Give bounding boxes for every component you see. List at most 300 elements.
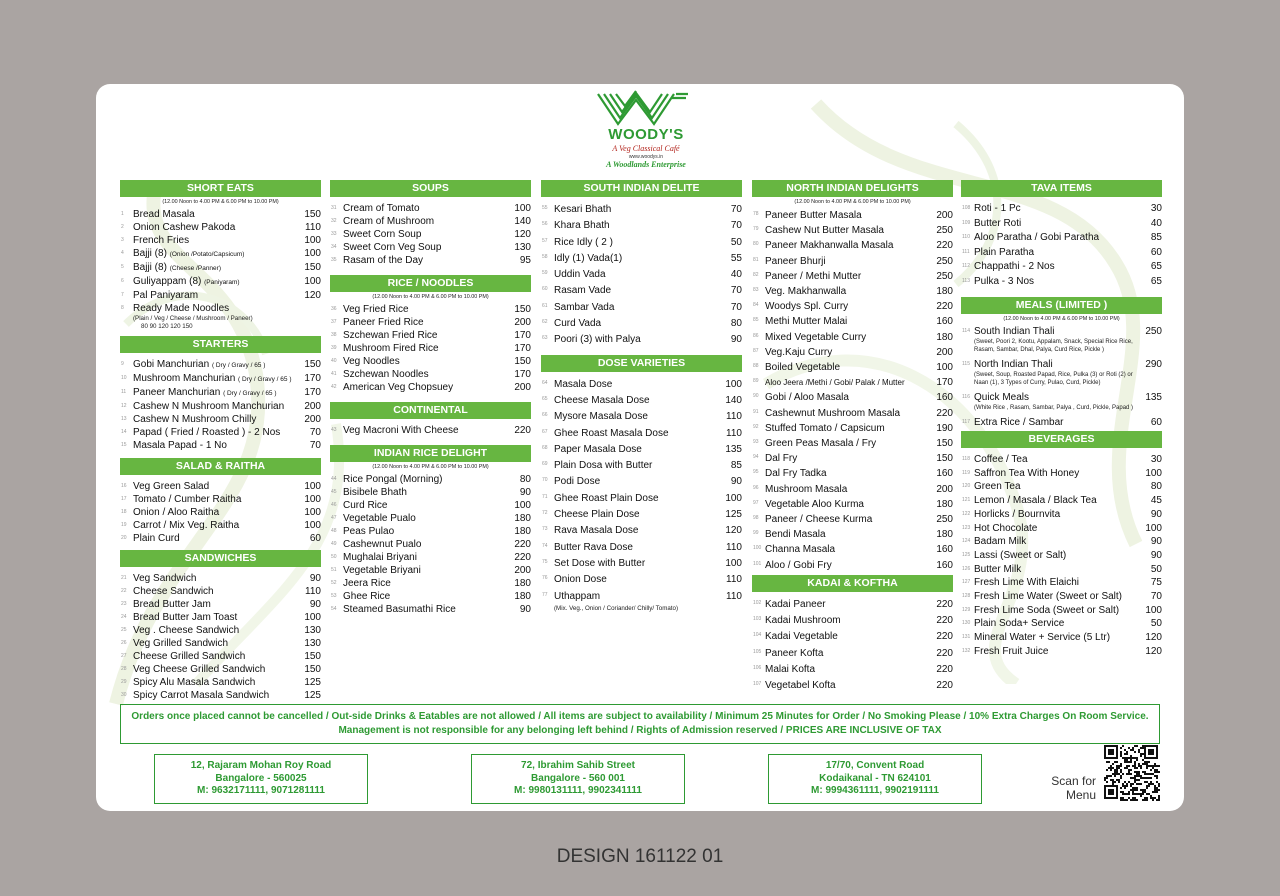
item-price: 100: [1145, 522, 1162, 534]
item-variant: (Onion /Potato/Capsicum): [169, 251, 245, 258]
item-price: 220: [936, 631, 953, 643]
item-name-text: Szchewan Noodles: [343, 369, 429, 380]
item-price: 125: [304, 677, 321, 688]
menu-item: [121, 439, 321, 452]
item-number: 97: [753, 499, 759, 506]
item-name-text: Mushroom Manchurian: [133, 373, 239, 384]
item-price: 100: [304, 248, 321, 259]
item-name: [343, 355, 505, 368]
item-price: 180: [514, 513, 531, 524]
item-name: [343, 590, 505, 603]
menu-item: [331, 381, 531, 394]
item-name-text: Badam Milk: [974, 536, 1027, 548]
item-price: 200: [936, 483, 953, 495]
item-name-text: Veg Macroni With Cheese: [343, 425, 459, 436]
item-number: 126: [962, 565, 971, 572]
item-number: 65: [542, 395, 548, 402]
policy-line-1: Orders once placed cannot be cancelled / Out-side Drinks & Eatables are not allowed / All items are subject to availability / Minimum 25 Minutes for Order / No Smoking Please / 10% Extra Charges On Room Service.: [131, 711, 1149, 722]
item-number: 87: [753, 347, 759, 354]
item-name-text: Fresh Lime Soda (Sweet or Salt): [974, 604, 1120, 616]
item-name: [343, 228, 505, 241]
item-price: 220: [936, 615, 953, 627]
item-name-text: Paneer Kofta: [765, 647, 824, 659]
item-price: 110: [726, 411, 742, 423]
scan-for-menu-label: [1046, 774, 1096, 802]
item-list: [330, 202, 531, 267]
menu-item: [962, 508, 1162, 522]
item-name-text: Veg Fried Rice: [343, 304, 409, 315]
menu-item: [331, 525, 531, 538]
item-name: [343, 577, 505, 590]
menu-item: [121, 650, 321, 663]
item-number: 109: [962, 219, 971, 226]
item-number: 18: [121, 509, 127, 515]
item-price: 60: [1150, 417, 1162, 428]
menu-item: [121, 400, 321, 413]
item-name: [133, 247, 295, 261]
item-name: [974, 535, 1136, 549]
item-number: 6: [121, 278, 124, 284]
item-name: [974, 202, 1136, 217]
item-number: 83: [753, 287, 759, 294]
item-name-text: Veg Cheese Grilled Sandwich: [133, 664, 266, 675]
item-name-text: Chappathi - 2 Nos: [974, 261, 1055, 272]
item-price: 200: [936, 346, 953, 358]
menu-item: [962, 645, 1162, 659]
menu-item: [753, 512, 953, 527]
item-list: [961, 325, 1162, 429]
item-name-text: Vegetable Aloo Kurma: [765, 498, 864, 510]
menu-item: [331, 368, 531, 381]
menu-item: [542, 267, 742, 283]
item-name-text: Cream of Tomato: [343, 203, 420, 214]
item-price: 125: [725, 509, 742, 521]
menu-item: [753, 254, 953, 269]
item-number: 31: [331, 205, 337, 211]
item-list: [752, 208, 953, 573]
item-number: 104: [753, 632, 762, 639]
item-name-text: Uddin Vada: [554, 269, 606, 281]
item-price: 100: [936, 362, 953, 374]
item-price: 150: [304, 651, 321, 662]
menu-item: [753, 360, 953, 375]
item-name: [133, 650, 295, 663]
item-list: [330, 303, 531, 394]
item-price: 160: [936, 468, 953, 480]
item-price: 110: [726, 574, 742, 586]
menu-item: [121, 585, 321, 598]
policy-notice: [120, 704, 1160, 744]
item-name-text: Uthappam: [554, 590, 601, 602]
menu-item: [542, 316, 742, 332]
item-name-text: Jeera Rice: [343, 578, 391, 589]
menu-item: [542, 300, 742, 316]
item-name: [974, 275, 1136, 290]
item-name-text: Pal Paniyaram: [133, 290, 199, 301]
menu-item: [331, 424, 531, 437]
item-name: [343, 215, 505, 228]
menu-item: [753, 542, 953, 557]
item-number: 124: [962, 538, 971, 545]
item-number: 114: [962, 328, 970, 334]
menu-item: [753, 436, 953, 451]
item-name-text: Paneer Butter Masala: [765, 210, 862, 221]
menu-item: [542, 283, 742, 299]
menu-item: [121, 275, 321, 289]
menu-item: [962, 576, 1162, 590]
item-name-text: Fresh Lime With Elaichi: [974, 577, 1080, 589]
item-number: 103: [753, 616, 762, 623]
item-name-text: Veg . Cheese Sandwich: [133, 625, 240, 636]
item-number: 29: [121, 679, 127, 685]
item-price: 250: [1145, 326, 1162, 337]
item-name: [765, 436, 927, 451]
item-name: [765, 269, 927, 284]
section-header: SALAD & RAITHA: [120, 458, 321, 475]
item-number: 51: [331, 567, 337, 573]
menu-item: [962, 275, 1162, 290]
item-number: 10: [121, 375, 127, 381]
item-price: 100: [1145, 604, 1162, 616]
item-number: 26: [121, 640, 127, 646]
item-name: [133, 302, 295, 315]
menu-card: [96, 84, 1184, 811]
item-name: [974, 416, 1136, 429]
menu-item: [331, 202, 531, 215]
item-price: 170: [936, 377, 953, 389]
item-name: [765, 208, 927, 223]
item-number: 100: [753, 545, 762, 552]
menu-item: [121, 493, 321, 506]
item-name: [133, 637, 295, 650]
item-name-text: Masala Dose: [554, 378, 613, 390]
menu-item: [753, 238, 953, 253]
section-header: STARTERS: [120, 336, 321, 353]
menu-item: [121, 480, 321, 493]
item-price: 120: [725, 525, 742, 537]
item-number: 101: [753, 560, 762, 567]
item-number: 130: [962, 620, 971, 627]
item-name: [554, 589, 716, 605]
item-number: 8: [121, 305, 124, 311]
item-name-text: Spicy Alu Masala Sandwich: [133, 677, 256, 688]
item-price: 170: [514, 369, 531, 380]
item-name: [133, 572, 295, 585]
item-number: 76: [542, 575, 548, 582]
menu-item: [962, 494, 1162, 508]
address-city: Bangalore - 560025: [215, 772, 307, 784]
item-name-text: Rasam of the Day: [343, 255, 424, 266]
item-number: 21: [121, 575, 127, 581]
item-name: [343, 499, 505, 512]
item-name: [133, 413, 295, 426]
item-price: 120: [1145, 645, 1162, 657]
item-number: 50: [331, 554, 337, 560]
item-number: 96: [753, 484, 759, 491]
item-name: [343, 551, 505, 564]
item-number: 61: [542, 302, 548, 309]
menu-item: [542, 218, 742, 234]
item-list: [330, 473, 531, 616]
item-name-text: Khara Bhath: [554, 220, 610, 232]
item-name: [133, 426, 295, 439]
item-number: 116: [962, 394, 970, 400]
item-number: 128: [962, 593, 971, 600]
item-name-text: Steamed Basumathi Rice: [343, 604, 456, 615]
section-header: DOSE VARIETIES: [541, 355, 742, 372]
menu-item: [962, 480, 1162, 494]
item-name: [133, 289, 295, 302]
item-number: 13: [121, 416, 127, 422]
item-price: 85: [1150, 232, 1162, 243]
menu-item: [753, 269, 953, 284]
item-name-text: Plain Paratha: [974, 246, 1035, 258]
section-header: INDIAN RICE DELIGHT: [330, 445, 531, 462]
item-price: 200: [304, 401, 321, 412]
item-name-text: Mysore Masala Dose: [554, 411, 648, 423]
item-name: [765, 223, 927, 238]
item-number: 66: [542, 412, 548, 419]
item-price: 90: [1150, 508, 1162, 520]
scan-line-2: Menu: [1065, 788, 1096, 802]
address-street: 12, Rajaram Mohan Roy Road: [190, 760, 332, 771]
item-name-text: Curd Rice: [343, 500, 388, 511]
item-name-text: North Indian Thali: [974, 359, 1053, 370]
item-number: 120: [962, 483, 971, 490]
item-number: 64: [542, 379, 548, 386]
item-price: 180: [514, 526, 531, 537]
menu-item: [331, 577, 531, 590]
item-name: [133, 234, 295, 247]
item-name-text: Cheese Sandwich: [133, 586, 214, 597]
item-price: 150: [936, 438, 953, 450]
item-name-text: Veg Green Salad: [133, 481, 210, 492]
item-name: [133, 208, 295, 221]
item-name-text: Ghee Rice: [343, 591, 391, 602]
menu-item: [121, 506, 321, 519]
item-price: 70: [309, 440, 321, 451]
section-header: RICE / NOODLES: [330, 275, 531, 292]
item-name: [974, 590, 1136, 604]
item-name-text: Quick Meals: [974, 392, 1030, 403]
menu-item: [331, 512, 531, 525]
item-name-text: Cheese Grilled Sandwich: [133, 651, 246, 662]
item-name-text: Mushroom Fired Rice: [343, 343, 439, 354]
menu-item: [331, 538, 531, 551]
design-code: DESIGN 161122 01: [556, 846, 724, 867]
item-name-text: Mixed Vegetable Curry: [765, 331, 867, 343]
item-description: (Sweet, Poori 2, Kootu, Appalam, Snack, Special Rice Rice, Rasam, Sambar, Dhal, Palya, Curd Rice, Pickle ): [974, 339, 1133, 353]
item-name: [554, 332, 716, 348]
qr-code-icon[interactable]: [1104, 745, 1160, 801]
item-name: [133, 275, 295, 289]
item-name-text: Curd Vada: [554, 318, 602, 330]
item-number: 24: [121, 614, 127, 620]
item-name-text: Bread Masala: [133, 209, 195, 220]
brand-name: WOODY'S: [608, 126, 684, 143]
item-price: 100: [725, 492, 742, 504]
item-price: 60: [309, 533, 321, 544]
item-name-text: Podi Dose: [554, 476, 601, 488]
item-name-text: South Indian Thali: [974, 326, 1055, 337]
item-name-text: French Fries: [133, 235, 190, 246]
item-price: 150: [304, 262, 321, 273]
section-header: SHORT EATS: [120, 180, 321, 197]
item-name-text: Sweet Corn Soup: [343, 229, 422, 240]
menu-item: [121, 572, 321, 585]
item-name-text: Paneer / Methi Mutter: [765, 270, 862, 282]
item-name: [554, 556, 716, 572]
item-name: [343, 303, 505, 316]
item-price: 70: [730, 204, 742, 215]
item-price: 110: [305, 222, 321, 233]
address-street: 17/70, Convent Road: [825, 760, 925, 771]
item-name-text: Ghee Roast Plain Dose: [554, 492, 659, 504]
item-name-text: Stuffed Tomato / Capsicum: [765, 422, 885, 434]
item-name-text: Plain Dosa with Butter: [554, 460, 653, 472]
item-name-text: Veg Grilled Sandwich: [133, 638, 229, 649]
item-name: [554, 283, 716, 299]
item-name-text: Kadai Mushroom: [765, 615, 841, 627]
item-name-text: Vegetable Briyani: [343, 565, 421, 576]
item-variant: ( Dry / Gravy / 65 ): [223, 390, 277, 397]
item-number: 37: [331, 319, 337, 325]
item-name: [343, 202, 505, 215]
item-name-text: Gobi Manchurian: [133, 359, 212, 370]
item-name-text: Onion Dose: [554, 574, 607, 586]
menu-item: [753, 482, 953, 497]
menu-item: [121, 261, 321, 275]
menu-item: [331, 241, 531, 254]
item-name: [554, 491, 716, 507]
item-name-text: Fresh Lime Water (Sweet or Salt): [974, 591, 1123, 603]
menu-item: [753, 497, 953, 512]
item-price: 200: [514, 382, 531, 393]
menu-item: [962, 590, 1162, 604]
item-name: [133, 611, 295, 624]
menu-item: [753, 662, 953, 678]
address-phone: M: 9980131111, 9902341111: [514, 785, 642, 796]
item-name: [974, 508, 1136, 522]
item-number: 123: [962, 524, 971, 531]
item-number: 35: [331, 257, 337, 263]
item-name-text: Gobi / Aloo Masala: [765, 392, 849, 404]
item-price: 75: [1150, 577, 1162, 589]
item-name-text: Rava Masala Dose: [554, 525, 639, 537]
section-header: SOUPS: [330, 180, 531, 197]
menu-item: [542, 507, 742, 523]
item-name: [133, 372, 295, 386]
item-name: [974, 494, 1136, 508]
item-name: [554, 251, 716, 267]
menu-item: [331, 228, 531, 241]
item-name: [765, 466, 927, 481]
item-name: [133, 480, 295, 493]
item-name-text: Dal Fry Tadka: [765, 468, 827, 480]
item-name: [765, 284, 927, 299]
item-name-text: Green Peas Masala / Fry: [765, 438, 877, 450]
item-name: [343, 424, 505, 437]
item-price: 70: [1150, 591, 1162, 603]
item-price: 55: [730, 252, 742, 264]
item-name-text: Paneer Makhanwalla Masala: [765, 240, 894, 252]
menu-item: [542, 235, 742, 251]
item-name-text: Aloo / Gobi Fry: [765, 559, 832, 571]
item-number: 60: [542, 286, 548, 293]
item-number: 30: [121, 692, 127, 698]
item-name-text: Coffee / Tea: [974, 454, 1028, 465]
item-price: 90: [1150, 549, 1162, 561]
item-name-text: Boiled Vegetable: [765, 362, 841, 374]
menu-item: [962, 535, 1162, 549]
item-price: 200: [936, 210, 953, 221]
item-price: 100: [725, 557, 742, 569]
item-number: 121: [962, 497, 971, 504]
item-number: 63: [542, 335, 548, 342]
item-number: 69: [542, 461, 548, 468]
item-price: 100: [514, 203, 531, 214]
item-price: 100: [304, 507, 321, 518]
item-name-text: Veg. Makhanwalla: [765, 286, 847, 298]
item-name: [765, 497, 927, 512]
item-price: 150: [514, 304, 531, 315]
item-name-text: Fresh Fruit Juice: [974, 645, 1049, 657]
item-name-text: Cheese Masala Dose: [554, 394, 650, 406]
item-variant: (Paniyaram): [204, 279, 240, 286]
item-name: [554, 393, 716, 409]
item-price: 110: [726, 590, 742, 602]
menu-item: [753, 558, 953, 573]
item-name-text: Onion / Aloo Raitha: [133, 507, 220, 518]
menu-item: [753, 314, 953, 329]
section-header: CONTINENTAL: [330, 402, 531, 419]
item-number: 45: [331, 489, 337, 495]
item-list: [120, 358, 321, 452]
menu-item: [962, 325, 1162, 354]
item-name-text: Cashew N Mushroom Chilly: [133, 414, 257, 425]
item-price: 170: [514, 343, 531, 354]
item-name: [343, 564, 505, 577]
menu-item: [121, 372, 321, 386]
item-number: 43: [331, 427, 337, 433]
item-name-text: Methi Mutter Malai: [765, 316, 848, 328]
item-name: [133, 261, 295, 275]
menu-item: [542, 426, 742, 442]
item-number: 48: [331, 528, 337, 534]
item-number: 102: [753, 599, 762, 606]
item-number: 14: [121, 429, 127, 435]
item-name: [133, 358, 295, 372]
item-name-text: Bisibele Bhath: [343, 487, 407, 498]
item-name-text: Ghee Roast Masala Dose: [554, 427, 669, 439]
item-number: 91: [753, 408, 759, 415]
item-price: 90: [730, 476, 742, 488]
menu-item: [331, 303, 531, 316]
item-price: 100: [304, 235, 321, 246]
item-price: 90: [1150, 536, 1162, 548]
menu-column-5: [961, 180, 1162, 659]
menu-item: [121, 598, 321, 611]
item-number: 131: [962, 634, 971, 641]
item-number: 36: [331, 306, 337, 312]
menu-item: [121, 637, 321, 650]
address-box-2: [471, 754, 685, 804]
item-price: 220: [936, 407, 953, 419]
section-timing: (12.00 Noon to 4.00 PM & 6.00 PM to 10.00 PM): [372, 464, 489, 470]
item-price: 65: [1150, 261, 1162, 272]
item-name: [554, 507, 716, 523]
brand-enterprise: A Woodlands Enterprise: [606, 160, 686, 169]
